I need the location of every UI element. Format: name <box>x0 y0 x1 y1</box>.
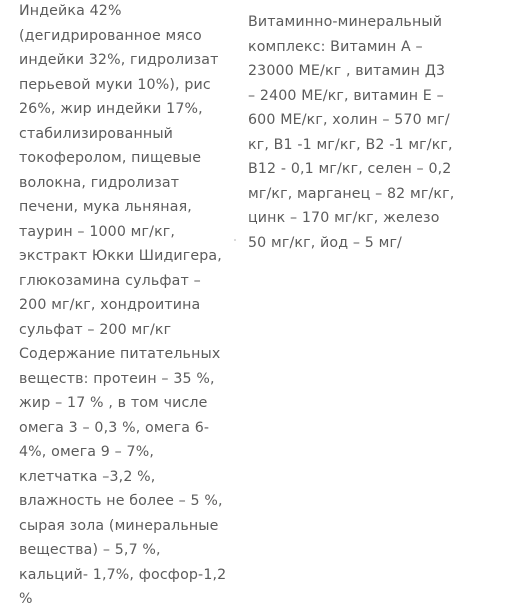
composition-column-left <box>19 0 241 607</box>
text-line: вещества) – 5,7 %, <box>19 542 161 558</box>
composition-column-right <box>248 10 508 255</box>
text-line: волокна, гидролизат <box>19 174 180 191</box>
text-line: омега 3 – 0,3 %, омега 6- <box>19 419 210 436</box>
text-line: сырая зола (минеральные <box>19 517 219 534</box>
text-line: кг, В1 -1 мг/кг, В2 -1 мг/кг, <box>248 136 453 153</box>
text-line: глюкозамина сульфат – <box>19 272 201 289</box>
text-line: индейки 32%, гидролизат <box>19 52 219 68</box>
text-line: токоферолом, пищевые <box>19 150 202 166</box>
text-line-cut: % <box>19 591 33 607</box>
text-line: комплекс: Витамин А – <box>248 38 423 55</box>
text-line: 4%, омега 9 – 7%, <box>19 444 155 460</box>
text-line: кальций- 1,7%, фосфор-1,2 <box>19 566 227 583</box>
text-line: клетчатка –3,2 %, <box>19 468 156 485</box>
text-line: жир – 17 % , в том числе <box>19 395 208 411</box>
text-line: печени, мука льняная, <box>19 199 192 215</box>
text-line: Витаминно-минеральный <box>248 14 443 30</box>
text-line: Содержание питательных <box>19 346 221 362</box>
text-line: экстракт Юкки Шидигера, <box>19 248 222 264</box>
text-line: (дегидрированное мясо <box>19 27 202 44</box>
text-line: – 2400 МЕ/кг, витамин Е – <box>248 87 444 104</box>
text-line: перьевой муки 10%), рис <box>19 76 211 93</box>
text-line: цинк – 170 мг/кг, железо <box>248 210 440 226</box>
text-line: 200 мг/кг, хондроитина <box>19 297 201 313</box>
text-line: 23000 МЕ/кг , витамин Д3 <box>248 63 446 79</box>
text-line: 600 МЕ/кг, холин – 570 мг/ <box>248 112 450 128</box>
text-line: стабилизированный <box>19 125 174 142</box>
text-line: Индейка 42% <box>19 3 122 19</box>
text-line: веществ: протеин – 35 %, <box>19 370 215 387</box>
text-line: мг/кг, марганец – 82 мг/кг, <box>248 185 455 202</box>
text-line: 26%, жир индейки 17%, <box>19 101 203 117</box>
stray-dot <box>234 239 236 241</box>
text-line: сульфат – 200 мг/кг <box>19 321 172 338</box>
text-line: 50 мг/кг, йод – 5 мг/ <box>248 234 402 251</box>
text-line: влажность не более – 5 %, <box>19 493 223 509</box>
text-line: таурин – 1000 мг/кг, <box>19 223 176 240</box>
text-line: В12 - 0,1 мг/кг, селен – 0,2 <box>248 161 452 177</box>
